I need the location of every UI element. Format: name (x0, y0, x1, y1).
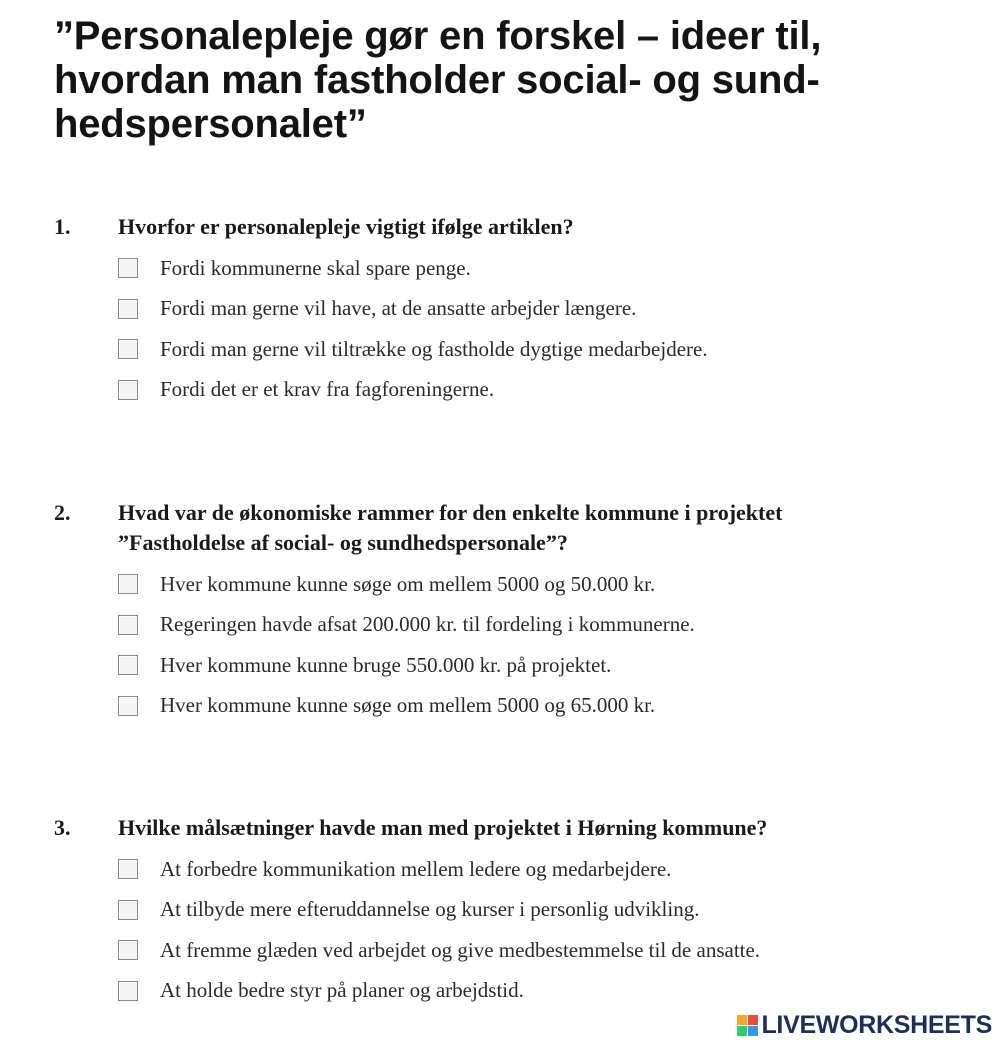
checkbox[interactable] (118, 981, 138, 1001)
option-label: Regeringen havde afsat 200.000 kr. til fordeling i kommunerne. (160, 612, 695, 637)
brand-name: LIVEWORKSHEETS (761, 1011, 992, 1039)
answer-options (118, 248, 954, 410)
option-label: Fordi man gerne vil tiltrække og fastholde dygtige medarbejdere. (160, 336, 708, 361)
answer-option[interactable] (118, 686, 954, 727)
option-label: At forbedre kommunikation mellem ledere og medarbejdere. (160, 856, 672, 881)
question-number: 3. (54, 815, 71, 840)
question-heading (54, 212, 954, 242)
logo-square (748, 1015, 758, 1025)
checkbox[interactable] (118, 299, 138, 319)
checkbox[interactable] (118, 696, 138, 716)
question-1 (54, 212, 954, 410)
answer-option[interactable] (118, 930, 954, 971)
answer-option[interactable] (118, 289, 954, 330)
option-label: Fordi kommunerne skal spare penge. (160, 255, 471, 280)
answer-option[interactable] (118, 890, 954, 931)
checkbox[interactable] (118, 380, 138, 400)
checkbox[interactable] (118, 655, 138, 675)
answer-option[interactable] (118, 564, 954, 605)
checkbox[interactable] (118, 574, 138, 594)
question-text: Hvad var de økonomiske rammer for den enkelte kommune i projektet ”Fastholdelse af social- og sundhedspersonale”? (118, 500, 783, 555)
option-label: Hver kommune kunne søge om mellem 5000 og 50.000 kr. (160, 571, 656, 596)
checkbox[interactable] (118, 940, 138, 960)
question-number: 1. (54, 214, 71, 239)
answer-option[interactable] (118, 645, 954, 686)
checkbox[interactable] (118, 615, 138, 635)
question-3 (54, 813, 954, 1011)
question-heading (54, 813, 954, 843)
logo-square (748, 1026, 758, 1036)
option-label: Hver kommune kunne søge om mellem 5000 og 65.000 kr. (160, 693, 656, 718)
option-label: Fordi det er et krav fra fagforeningerne. (160, 377, 495, 402)
checkbox[interactable] (118, 258, 138, 278)
option-label: At fremme glæden ved arbejdet og give medbestemmelse til de ansatte. (160, 937, 761, 962)
answer-options (118, 564, 954, 726)
option-label: Fordi man gerne vil have, at de ansatte arbejder længere. (160, 296, 637, 321)
liveworksheets-logo[interactable] (737, 1011, 992, 1040)
logo-square (737, 1015, 747, 1025)
logo-square (737, 1026, 747, 1036)
option-label: At holde bedre styr på planer og arbejdstid. (160, 978, 524, 1003)
answer-option[interactable] (118, 248, 954, 289)
checkbox[interactable] (118, 900, 138, 920)
answer-option[interactable] (118, 971, 954, 1012)
checkbox[interactable] (118, 859, 138, 879)
answer-options (118, 849, 954, 1011)
question-number: 2. (54, 500, 71, 525)
answer-option[interactable] (118, 849, 954, 890)
checkbox[interactable] (118, 339, 138, 359)
worksheet-title (54, 14, 974, 146)
option-label: At tilbyde mere efteruddannelse og kurser i personlig udvikling. (160, 897, 700, 922)
question-text: Hvilke målsætninger havde man med projektet i Hørning kommune? (118, 815, 768, 840)
question-text: Hvorfor er personalepleje vigtigt ifølge artiklen? (118, 214, 574, 239)
answer-option[interactable] (118, 329, 954, 370)
question-2 (54, 498, 954, 726)
question-heading (54, 498, 954, 558)
answer-option[interactable] (118, 370, 954, 411)
brand-logo-icon (737, 1015, 758, 1036)
answer-option[interactable] (118, 605, 954, 646)
title-line-2: hvordan man fastholder social- og sund- (54, 58, 820, 102)
title-line-3: hedspersonalet” (54, 102, 367, 146)
option-label: Hver kommune kunne bruge 550.000 kr. på projektet. (160, 652, 612, 677)
title-line-1: ”Personalepleje gør en forskel – ideer til, (54, 14, 822, 58)
